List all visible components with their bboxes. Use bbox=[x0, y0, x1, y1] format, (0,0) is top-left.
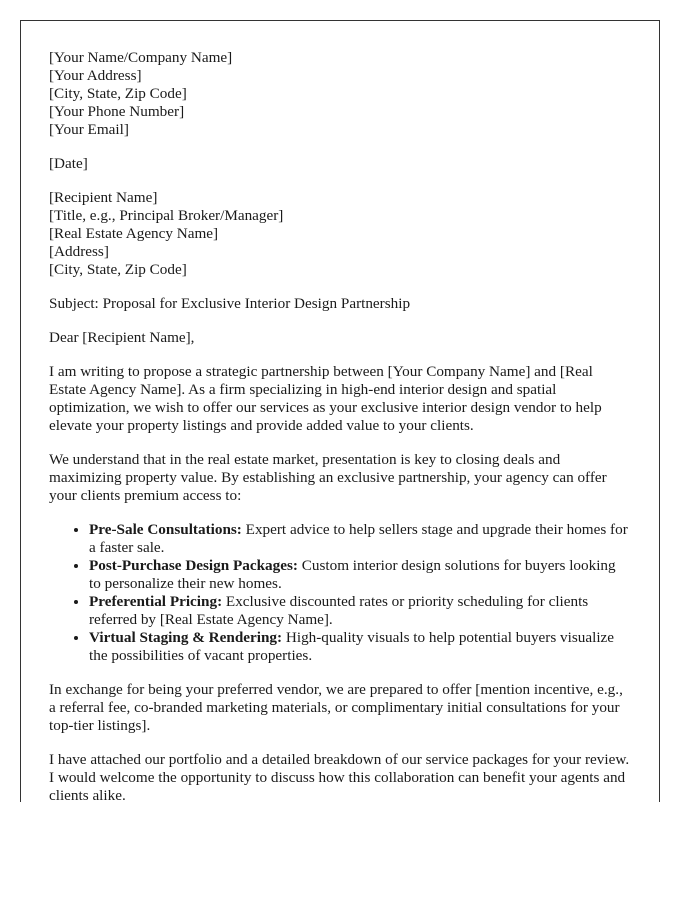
service-desc: Exclusive discounted rates or priority scheduling for clients referred by [Real Estate Agency Name]. bbox=[89, 593, 589, 628]
list-item bbox=[89, 629, 631, 665]
recipient-address: [Address] bbox=[49, 243, 109, 260]
recipient-title: [Title, e.g., Principal Broker/Manager] bbox=[49, 207, 284, 224]
paragraph-closing: I have attached our portfolio and a detailed breakdown of our service packages for your review. I would welcome the opportunity to discuss how this collaboration can benefit your agents and clients alike. bbox=[49, 751, 630, 802]
sender-phone: [Your Phone Number] bbox=[49, 103, 185, 120]
list-item bbox=[89, 521, 631, 557]
sender-name: [Your Name/Company Name] bbox=[49, 49, 233, 66]
letter-date: [Date] bbox=[49, 155, 88, 172]
list-item bbox=[89, 593, 631, 629]
sender-city: [City, State, Zip Code] bbox=[49, 85, 187, 102]
service-desc: High-quality visuals to help potential buyers visualize the possibilities of vacant properties. bbox=[89, 629, 615, 664]
sender-email: [Your Email] bbox=[49, 121, 129, 138]
recipient-agency: [Real Estate Agency Name] bbox=[49, 225, 219, 242]
service-desc: Custom interior design solutions for buyers looking to personalize their new homes. bbox=[89, 557, 616, 592]
paragraph-intro: I am writing to propose a strategic partnership between [Your Company Name] and [Real Estate Agency Name]. As a firm specializing in high-end interior design and spatial optimization, we wish to offer our services as your exclusive interior design vendor to help elevate your property listings and provide added value to your clients. bbox=[49, 363, 602, 434]
recipient-city: [City, State, Zip Code] bbox=[49, 261, 187, 278]
service-title: Virtual Staging & Rendering: bbox=[89, 629, 283, 646]
service-title: Post-Purchase Design Packages: bbox=[89, 557, 298, 574]
sender-block bbox=[49, 49, 631, 139]
paragraph-incentive: In exchange for being your preferred vendor, we are prepared to offer [mention incentive, e.g., a referral fee, co-branded marketing materials, or complimentary initial consultations for your top-tier listings]. bbox=[49, 681, 623, 734]
subject-line: Subject: Proposal for Exclusive Interior Design Partnership bbox=[49, 295, 411, 312]
salutation: Dear [Recipient Name], bbox=[49, 329, 195, 346]
paragraph-market: We understand that in the real estate market, presentation is key to closing deals and maximizing property value. By establishing an exclusive partnership, your agency can offer your clients premium access to: bbox=[49, 451, 607, 504]
service-title: Pre-Sale Consultations: bbox=[89, 521, 242, 538]
service-desc: Expert advice to help sellers stage and upgrade their homes for a faster sale. bbox=[89, 521, 628, 556]
recipient-name: [Recipient Name] bbox=[49, 189, 158, 206]
services-list bbox=[49, 521, 631, 665]
letter-page bbox=[20, 20, 660, 802]
recipient-block bbox=[49, 189, 631, 279]
service-title: Preferential Pricing: bbox=[89, 593, 223, 610]
sender-address: [Your Address] bbox=[49, 67, 142, 84]
list-item bbox=[89, 557, 631, 593]
